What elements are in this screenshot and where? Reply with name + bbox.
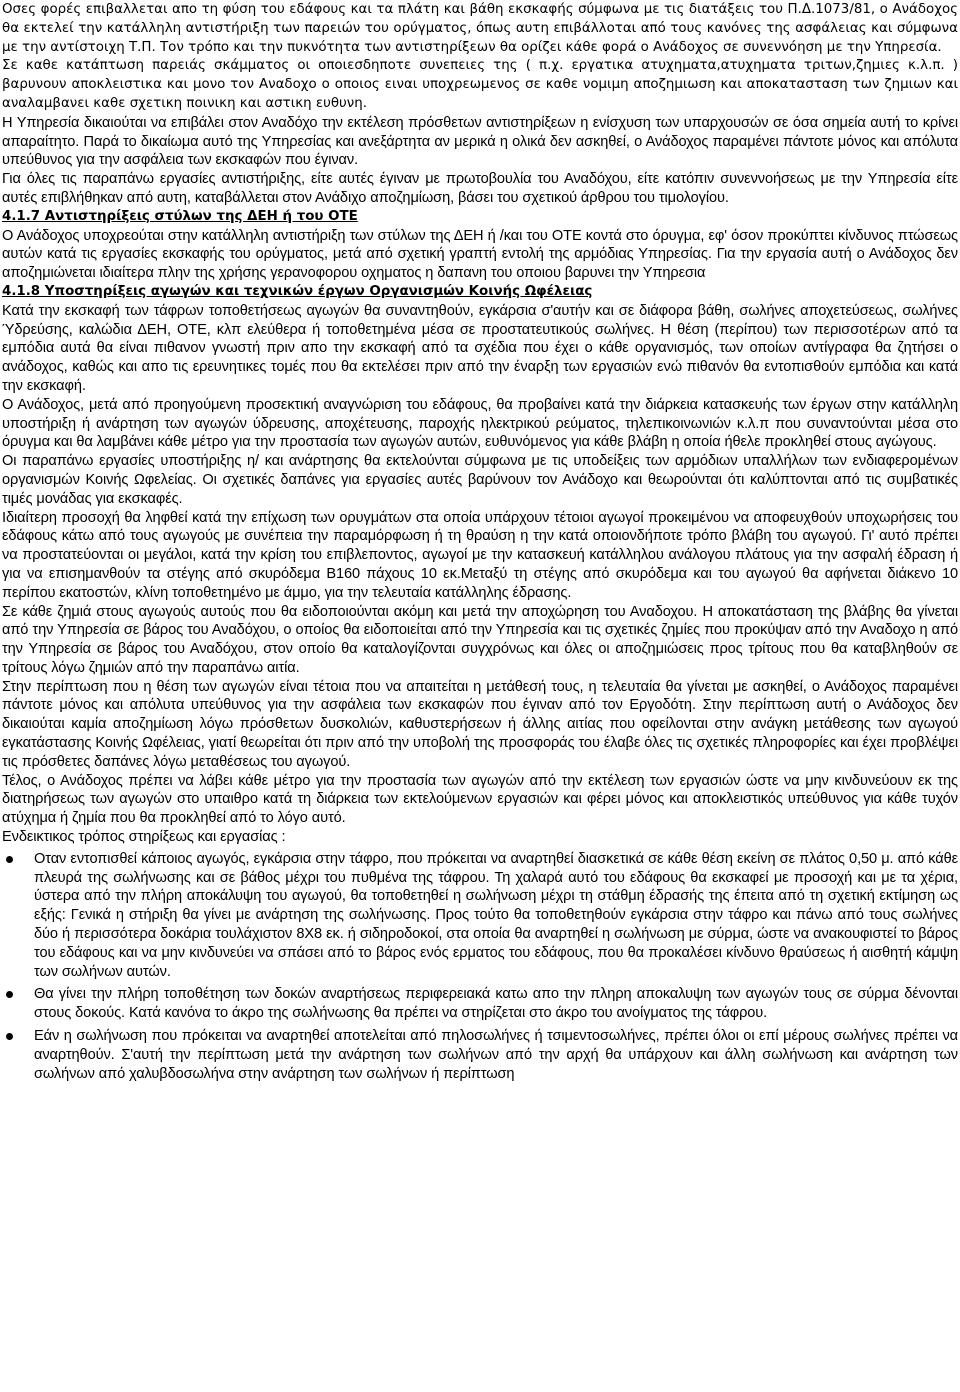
list-item <box>2 985 958 1023</box>
paragraph-method-intro: Ενδεικτικος τρόπος στηρίξεως και εργασίας : <box>2 829 286 846</box>
list-item-text: Οταν εντοπισθεί κάποιος αγωγός, εγκάρσια στην τάφρο, που πρόκειται να αναρτηθεί διασκετικά σε κάθε θέση εκείνη σε πλάτος 0,50 μ. από κάθε πλευρά της σωλήνωσης και σε βάθος μέχρι του πυθμένα της τάφρου. Τη χαλαρά αυτό του εδάφους θα εκσκαφεί με προσοχή και με τα χέρια, ύστερα από την πλήρη αποκάλυψη του αγωγού, θα τοποθετηθεί η σωλήνωση μέχρι τη στάθμη έδρασής της έπειτα από τη σχετική εκτίμηση ως εξής: Γενικά η στήριξη θα γίνει με ανάρτηση της σωλήνωσης. Προς τούτο θα τοποθετηθούν εγκάρσια στην τάφρο και πάνω από τους σωλήνες δύο ή περισσότερα δοκάρια τουλάχιστον 8Χ8 εκ. ή σιδηροδοκοί, στα οποία θα αναρτηθεί η σωλήνωση με σύρμα, ώστε να ανακουφιστεί το βάρος του εδάφους και να μην κινδυνεύει να σπάσει από το βάρος ενός ερματος του εδάφους, που θα προκαλέσει κίνδυνο θραύσεως ή αισθητή κάμψη των σωλήνων αυτών. <box>34 850 958 980</box>
list-item-text: Εάν η σωλήνωση που πρόκειται να αναρτηθεί αποτελείται από πηλοσωλήνες ή τσιμεντοσωλήνες, πρέπει όλοι οι επί μέρους σωλήνες πρέπει να αναρτηθούν. Σ'αυτή την περίπτωση μετά την ανάρτηση των σωλήνων από την αρχή θα υπάρχουν και άλλη σωλήνωση και ανάρτηση των σωλήνων από χαλυβδοσωλήνα στην ανάρτηση των σωλήνων ή περίπτωση <box>34 1028 958 1082</box>
paragraph-backfill-care: Ιδιαίτερη προσοχή θα ληφθεί κατά την επίχωση των ορυγμάτων στα οποία υπάρχουν τέτοιοι αγωγοί προκειμένου να αποφευχθούν υποχωρήσεις του εδάφους κάτω από τους αγωγούς με συνέπεια την παραμόρφωση ή τη θραύση η την κατά οποιονδήποτε τρόπο βλάβη του αγωγού. Γι' αυτό πρέπει να προστατεύονται οι μεγάλοι, κατά την κρίση του επιβλεποντος, αγωγοί με την κατασκευή κατάλληλου ανάλογου πλάτους για την ασφαλή έδραση ή για να επισημανθούν τα στέγης από σκυρόδεμα B160 πάχους 10 εκ.Μεταξύ τη στέγης από σκυρόδεμα και του αγωγού θα αφήνεται διάκενο 10 περίπου εκατοστών, κλίνη τοποθετημένο με άμμο, για την τελευταία κατάλληλης έδρασης. <box>2 509 958 601</box>
paragraph-damage-repair: Σε κάθε ζημιά στους αγωγούς αυτούς που θα ειδοποιούνται ακόμη και μετά την αποχώρηση του Αναδοχου. Η αποκατάσταση της βλάβης θα γίνεται από την Υπηρεσία σε βάρος του Αναδόχου, ο οποίος θα ειδοποιείται από την Υπηρεσία και τις σχετικές ζημίες που προκύψαν από την Αναδοχο η από την Υπηρεσία σε βάρος του Αναδόχου, στον οποίο θα καταλογίζονται συγχρόνως και όλες οι αποζημιώσεις προς τρίτους που θα καταβληθούν σε τρίτους λόγω ζημιών από την παραπάνω αιτία. <box>2 603 958 676</box>
paragraph-pole-support: Ο Ανάδοχος υποχρεούται στην κατάλληλη αντιστήριξη των στύλων της ΔΕΗ ή /και του ΟΤΕ κοντά στο όρυγμα, εφ' όσον προκύπτει κίνδυνος πτώσεως αυτών κατά τις εργασίες εκσκαφής του ορύγματος, μετά από σχετική γραπτή εντολή της αρμόδιας Υπηρεσίας. Για την εργασία αυτή ο Ανάδοχος δεν αποζημιώνεται ιδιαίτερα πλην της χρήσης γερανοφορου οχηματος η δαπανη του οποιου βαρυνει την Υπηρεσια <box>2 227 958 282</box>
paragraph-relocation: Στην περίπτωση που η θέση των αγωγών είναι τέτοια που να απαιτείται η μετάθεσή τους, η τελευταία θα γίνεται με ασκηθεί, ο Ανάδοχος παραμένει πάντοτε μόνος και απόλυτα υπεύθυνος για την ασφάλεια των εκσκαφών που έγιναν από τον Εργοδότη. Στην περίπτωση αυτή ο Ανάδοχος δεν δικαιούται καμία αποζημίωση λόγω πρόσθετων δυσκολιών, καθυστερήσεων ή άλλης αιτίας που οφείλονται στην ανάγκη μετάθεσης των αγωγού εγκατάστασης Κοινής Ωφέλειας, γιατί θεωρείται ότι πριν από την υποβολή της προσφοράς του έλαβε όλες τις σχετικές πληροφορίες και έχει προβλέψει τις πρόσθετες δαπάνες λόγω μεταθέσεως του αγωγού. <box>2 678 958 770</box>
paragraph-intro: Οσες φορές επιβαλλεται απο τη φύση του εδάφους και τα πλάτη και βάθη εκσκαφής σύμφωνα με τις διατάξεις του Π.Δ.1073/81, ο Ανάδοχος θα εκτελεί την κατάλληλη αντιστήριξη των παρειών του ορύγματος, όπως αυτη επιβάλλοται από τους κανόνες της ασφάλειας και σύμφωνα με την αντίστοιχη Τ.Π. Τον τρόπο και την πυκνότητα των αντιστηρίξεων θα ορίζει κάθε φορά ο Ανάδοχος σε συνεννόηση με την Υπηρεσία. <box>2 2 958 55</box>
list-item <box>2 1027 958 1083</box>
bullet-dot-icon <box>6 991 13 998</box>
bullet-dot-icon <box>6 1033 13 1040</box>
paragraph-compensation: Για όλες τις παραπάνω εργασίες αντιστήριξης, είτε αυτές έγιναν με πρωτοβουλία του Αναδόχου, είτε κατόπιν συνεννοήσεως με την Υπηρεσία είτε αυτές επιβλήθηκαν από αυτη, καταβάλλεται στον Ανάδιχο αποζημίωση, βάσει του σχετικού άρθρου του τιμολογίου. <box>2 171 958 206</box>
paragraph-support-costs: Οι παραπάνω εργασίες υποστήριξης η/ και ανάρτησης θα εκτελούνται σύμφωνα με τις υποδείξεις των αρμόδιων υπαλλήλων των ενδιαφερομένων οργανισμών Κοινής Ωφελείας. Οι σχετικές δαπάνες για εργασίες αυτές βαρύνουν τον Ανάδοχο και θεωρούνται ότι καλύπτονται από τις συμβατικές τιμές μονάδας για εκσκαφές. <box>2 453 958 507</box>
paragraph-additional-supports: Η Υπηρεσία δικαιούται να επιβάλει στον Αναδόχο την εκτέλεση πρόσθετων αντιστηρίξεων η ενίσχυση των υπαρχουσών σε όσα σημεία αυτή το κρίνει απαραίτητο. Παρά το δικαίωμα αυτό της Υπηρεσίας και ανεξάρτητα αν μερικά η ολικά δεν ασκηθεί, ο Ανάδοχος παραμένει πάντοτε μόνος και απόλυτα υπεύθυνος για την ασφάλεια των εκσκαφών που έγιναν. <box>2 114 958 169</box>
paragraph-collapse-liability: Σε καθε κατάπτωση παρειάς σκάμματος οι οποιεσδηποτε συνεπειες της ( π.χ. εργατικα ατυχηματα,ατυχηματα τριτων,ζημιες κ.λ.π. ) βαρυνουν αποκλειστικα και μονο τον Αναδοχο ο οποιος ειναι υποχρεωμενος σε καθε νομιμη αποζημιωση και αποκατασταση των ζημιων και αναλαμβανει καθε σχετικη ποινικη και αστικη ευθυνη. <box>2 58 958 111</box>
method-bullet-list <box>2 850 958 1084</box>
paragraph-protection-measures: Τέλος, ο Ανάδοχος πρέπει να λάβει κάθε μέτρο για την προστασία των αγωγών από την εκτέλεση των εργασιών ώστε να μην κινδυνεύουν εκ της διατηρήσεως των αγωγών στο υπαιθρο κατά τη διάρκεια των εκτελούμενων εργασιών και φέρει μόνος και αποκλειστικός υπεύθυνος για κάθε τυχόν ατύχημα ή ζημία που θα προκληθεί από το λόγο αυτό. <box>2 772 958 827</box>
paragraph-contractor-support: Ο Ανάδοχος, μετά από προηγούμενη προσεκτική αναγνώριση του εδάφους, θα προβαίνει κατά την διάρκεια κατασκευής των έργων στην κατάλληλη υποστήριξη ή ανάρτηση των αγωγών ύδρευσης, αποχέτευσης, παροχής ηλεκτρικού ρεύματος, τηλεπικοινωνιών κ.λ.π που συναντούνται μέσα στο όρυγμα και θα λαμβάνει κάθε μέτρο για την προστασία των αγωγών αυτών, ευθυνόμενος για κάθε βλάβη η οποία ήθελε προκληθεί στους αγώγους. <box>2 396 958 451</box>
section-heading-4-1-7: 4.1.7 Αντιστηρίξεις στύλων της ΔΕΗ ή του ΟΤΕ <box>2 208 358 224</box>
bullet-dot-icon <box>6 856 13 863</box>
list-item <box>2 850 958 982</box>
section-heading-4-1-8: 4.1.8 Υποστηρίξεις αγωγών και τεχνικών έργων Οργανισμών Κοινής Ωφέλειας <box>2 283 593 299</box>
paragraph-excavation-pipes: Κατά την εκσκαφή των τάφρων τοποθετήσεως αγωγών θα συναντηθούν, εγκάρσια σ'αυτήν και σε διάφορα βάθη, σωλήνες αποχετεύσεως, σωλήνες Ύδρεύσης, καλώδια ΔΕΗ, ΟΤΕ, κλπ ελεύθερα ή τοποθετημένα μέσα σε προστατευτικούς σωλήνες. Η θέση (περίπου) των περισσοτέρων από τα εμπόδια αυτά θα είναι πιθανον γνωστή πριν απο την εκσκαφή από τα σχέδια που έχει ο κάθε οργανισμός, των οποίων αντίγραφα θα ζητήσει ο ανάδοχος, καθώς και απο τις ερευνητικες τομές που θα εκτελέσει πριν από την έναρξη των εργασιών ενώ πιθανόν θα εντοπισθούν εμπόδια και κατά την εκσκαφή. <box>2 302 958 394</box>
list-item-text: Θα γίνει την πλήρη τοποθέτηση των δοκών αναρτήσεως περιφερειακά κατω απο την πληρη αποκαλυψη των αγωγών τους σε σύρμα δένονται στους δοκούς. Κατά κανόνα το άκρο της σωλήνωσης θα πρέπει να στηρίζεται στο άκρο του ανοίγματος της τάφρου. <box>34 986 958 1022</box>
